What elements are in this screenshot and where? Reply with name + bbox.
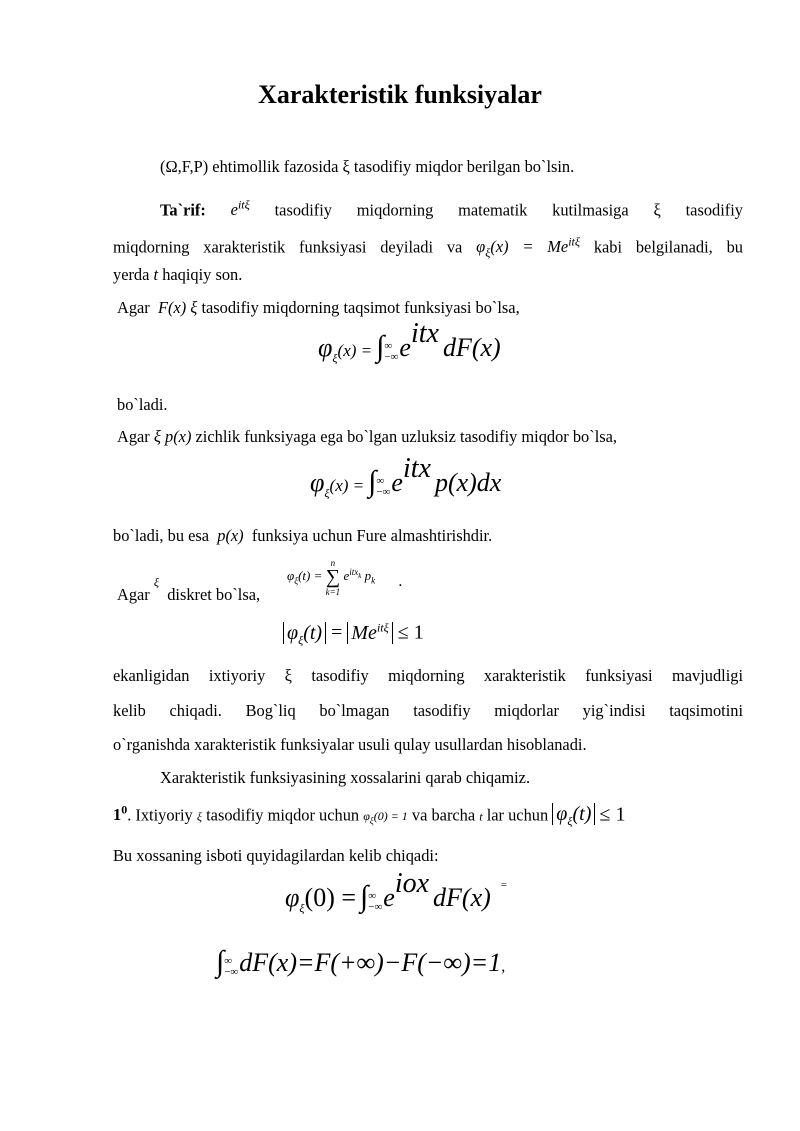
definition-text-1: tasodifiy miqdorning matematik kutilmasiga ξ tasodifiy: [274, 200, 743, 220]
property-1-line: $1^0$. Ixtiyoriy ξ tasodifiy miqdor uchun $\varphi_\xi(0) = 1$ va barcha t lar uchun $\varphi_\xi(t) \le 1$: [113, 803, 626, 829]
paragraph-line-8: kelib chiqadi. Bog`liq bo`lmagan tasodifiy miqdorlar yig`indisi taqsimotini: [113, 701, 743, 720]
expr-px: p(x): [165, 427, 192, 446]
variable-t: t: [153, 265, 159, 284]
definition-label: Ta`rif:: [160, 200, 206, 220]
distribution-function-line: Agar F(x) ξ tasodifiy miqdorning taqsimot funksiyasi bo`lsa,: [117, 298, 520, 317]
equation-phi-zero: $\varphi_\xi(0)$ = ∫∞ −∞eiox dF(x) =: [285, 868, 508, 916]
equation-abs-bound: $\varphi_\xi(t) = Me^{it\xi} \le 1$: [283, 620, 424, 648]
equation-char-fn-integral: $\varphi_\xi(x)$ = ∫∞ −∞eitx dF(x): [318, 318, 501, 366]
paragraph-probability-space: (Ω,F,P) ehtimollik fazosida ξ tasodifiy miqdor berilgan bo`lsin.: [160, 157, 575, 176]
paragraph-line-9: o`rganishda xarakteristik funksiyalar usuli qulay usullardan hisoblanadi.: [113, 735, 587, 754]
boladi-text-1: bo`ladi.: [117, 395, 168, 414]
paragraph-line-7: ekanligidan ixtiyoriy ξ tasodifiy miqdorning xarakteristik funksiyasi mavjudligi: [113, 666, 743, 685]
definition-line-1: [160, 195, 743, 220]
expr-Fx: F(x): [157, 298, 187, 317]
definition-text-2b: kabi belgilanadi, bu: [593, 237, 743, 257]
definition-line-3: yerda t haqiqiy son.: [113, 265, 243, 284]
definition-line-2: [113, 232, 743, 263]
discrete-sum-formula: $\varphi_\xi(t) = n$ ∑ k=1 $e^{itx_k}$ $p_k$ .: [287, 558, 403, 597]
paragraph-line-10: Xarakteristik funksiyasining xossalarini qarab chiqamiz.: [160, 768, 531, 787]
page-title: Xarakteristik funksiyalar: [258, 80, 542, 109]
discrete-line: Agar $^\xi$ diskret bo`lsa,: [117, 575, 261, 604]
phi-definition-formula: $\varphi_\xi(x) = Me^{it\xi}$: [476, 235, 580, 260]
equation-total-probability: ∫∞ −∞dF(x)=F(+∞)−F(−∞)=1,: [216, 945, 506, 979]
proof-intro-line: Bu xossaning isboti quyidagilardan kelib chiqadi:: [113, 846, 439, 865]
expr-e-itxi: $e^{it\xi}$: [230, 198, 250, 220]
density-line: Agar ξ p(x) zichlik funksiyaga ega bo`lgan uzluksiz tasodifiy miqdor bo`lsa,: [117, 427, 618, 446]
fourier-line: bo`ladi, bu esa p(x) funksiya uchun Fure almashtirishdir.: [113, 526, 493, 545]
equation-density-integral: $\varphi_\xi(x)$ = ∫∞ −∞eitx p(x)dx: [310, 453, 502, 501]
definition-text-2a: miqdorning xarakteristik funksiyasi deyiladi va: [113, 237, 463, 257]
